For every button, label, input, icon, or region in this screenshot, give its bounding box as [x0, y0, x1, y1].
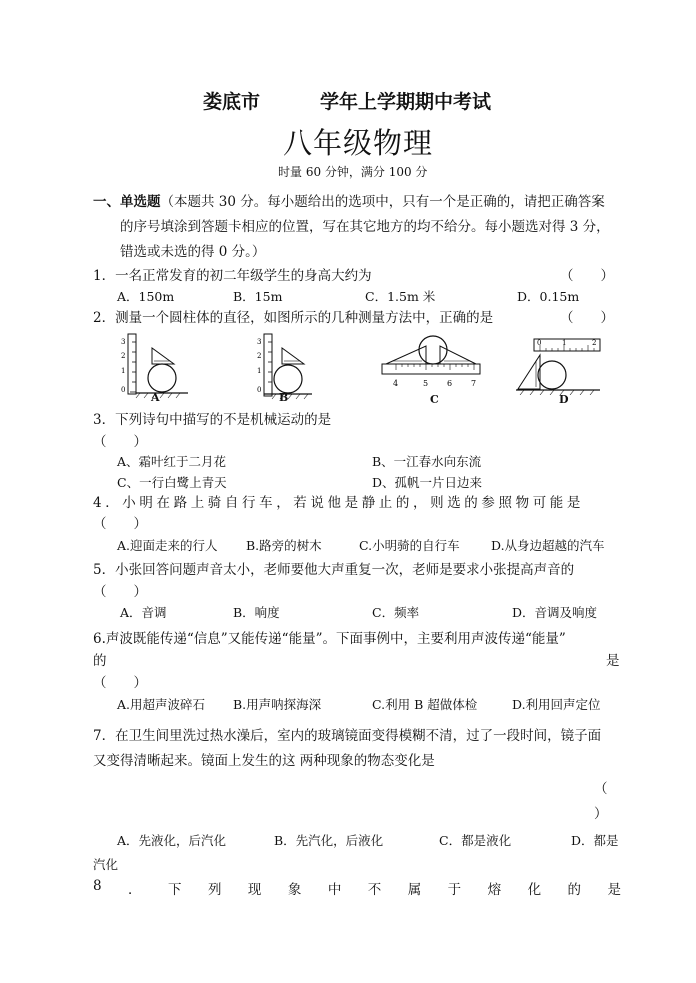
- q4-answer-paren: （ ）: [93, 516, 147, 532]
- section-intro-text: （本题共 30 分。每小题给出的选项中，只有一个是正确的，请把正确答案: [160, 194, 605, 210]
- q3-option-c: C、一行白鹭上青天: [117, 475, 227, 490]
- figure-b-label: B: [279, 391, 289, 404]
- q1-stem: 1．一名正常发育的初二年级学生的身高大约为: [93, 268, 372, 284]
- q3-option-d: D、孤帆一片日边来: [372, 475, 483, 490]
- q5-option-a: A．音调: [120, 605, 167, 620]
- fig-d-tick: 2: [592, 339, 597, 347]
- q4-stem: 4．小明在路上骑自行车，若说他是静止的，则选的参照物可能是: [93, 495, 584, 511]
- q8-char: 中: [327, 882, 342, 898]
- q4-option-b: B.路旁的树木: [246, 538, 322, 553]
- fig-a-tick: 1: [121, 367, 126, 375]
- q4-option-a: A.迎面走来的行人: [117, 538, 218, 553]
- svg-text:1: 1: [257, 367, 262, 375]
- q6-option-c: C.利用 B 超做体检: [372, 697, 478, 712]
- fig-a-tick: 3: [121, 338, 126, 346]
- q1-option-c: C．1.5m 米: [365, 289, 436, 304]
- fig-c-tick: 7: [471, 379, 477, 388]
- q4-option-c: C.小明骑的自行车: [359, 538, 460, 553]
- fig-c-tick: 4: [393, 379, 399, 388]
- q1-option-b: B．15m: [233, 289, 283, 304]
- q8-char: 不: [367, 882, 382, 898]
- q4-option-d: D.从身边超越的汽车: [491, 538, 605, 553]
- q1-answer-paren: （ ）: [560, 268, 614, 284]
- q8-char: 列: [207, 882, 222, 898]
- section-intro-line2: 的序号填涂到答题卡相应的位置，写在其它地方的均不给分。每小题选对得 3 分，: [120, 219, 610, 235]
- q2-answer-paren: （ ）: [560, 310, 614, 326]
- q5-option-d: D．音调及响度: [512, 605, 598, 620]
- svg-text:3: 3: [257, 338, 262, 346]
- figure-c-label: C: [430, 393, 439, 406]
- figure-d-label: D: [559, 393, 569, 406]
- q5-option-c: C．频率: [372, 605, 420, 620]
- q8-stem: [93, 878, 621, 898]
- q8-char: 熔: [487, 882, 502, 898]
- q8-char: 现: [247, 882, 262, 898]
- q7-stem-line1: 7．在卫生间里洗过热水澡后，室内的玻璃镜面变得模糊不清，过了一段时间，镜子面: [93, 728, 602, 744]
- fig-d-tick: 0: [537, 339, 542, 347]
- q1-option-d: D．0.15m: [517, 289, 580, 304]
- fig-a-tick: 0: [121, 386, 126, 394]
- q7-stem-line2: 又变得清晰起来。镜面上发生的这 两种现象的物态变化是: [93, 753, 435, 769]
- q8-char: 于: [447, 882, 462, 898]
- q3-stem: 3．下列诗句中描写的不是机械运动的是: [93, 412, 332, 428]
- section-intro-line1: [93, 190, 605, 210]
- exam-name: 学年上学期期中考试: [320, 91, 492, 113]
- q8-char: 象: [287, 882, 302, 898]
- q6-answer-paren: （ ）: [93, 675, 147, 691]
- q5-stem: 5．小张回答问题声音太小，老师要他大声重复一次，老师是要求小张提高声音的: [93, 562, 575, 578]
- q6-stem-line2b: 是: [606, 653, 620, 669]
- q6-option-d: D.利用回声定位: [512, 697, 601, 712]
- q7-option-c: C．都是液化: [439, 833, 512, 848]
- q8-char: ．: [128, 882, 142, 898]
- figure-c: [378, 330, 484, 394]
- q3-option-a: A、霜叶红于二月花: [117, 454, 227, 469]
- q3-answer-paren: （ ）: [93, 434, 147, 450]
- q3-option-b: B、一江春水向东流: [372, 454, 482, 469]
- fig-c-tick: 6: [447, 379, 453, 388]
- svg-text:2: 2: [257, 352, 262, 360]
- figure-a-label: A: [151, 391, 160, 404]
- q6-stem-line1: 6.声波既能传递“信息”又能传递“能量”。下面事例中，主要利用声波传递“能量”: [93, 631, 566, 647]
- fig-d-tick: 1: [562, 339, 567, 347]
- q7-paren-right: ）: [594, 806, 608, 822]
- svg-text:0: 0: [257, 386, 262, 394]
- section-label: 一、单选题: [93, 194, 161, 210]
- q5-answer-paren: （ ）: [93, 584, 147, 600]
- q7-option-d: D．都是: [571, 833, 619, 848]
- q8-char: 化: [527, 882, 542, 898]
- q5-option-b: B．响度: [233, 605, 280, 620]
- q7-option-b: B．先汽化，后液化: [274, 833, 384, 848]
- q6-option-b: B.用声呐探海深: [233, 697, 322, 712]
- q6-stem-line2a: 的: [93, 653, 107, 669]
- q8-char: 下: [168, 882, 182, 898]
- q8-char: 是: [607, 882, 621, 898]
- fig-a-tick: 2: [121, 352, 126, 360]
- q1-option-a: A．150m: [117, 289, 175, 304]
- q6-option-a: A.用超声波碎石: [117, 697, 206, 712]
- q2-stem: 2．测量一个圆柱体的直径，如图所示的几种测量方法中，正确的是: [93, 310, 494, 326]
- fig-c-tick: 5: [423, 379, 429, 388]
- q7-paren-left: （: [594, 781, 608, 797]
- q8-char: 属: [407, 882, 422, 898]
- page-title: 八年级物理: [283, 126, 434, 160]
- figure-d: [512, 335, 602, 395]
- q8-char: 8: [93, 878, 102, 894]
- exam-info: 时量 60 分钟，满分 100 分: [278, 165, 428, 179]
- city-name: 娄底市: [203, 91, 261, 113]
- q8-char: 的: [567, 882, 582, 898]
- q7-option-a: A．先液化，后汽化: [117, 833, 227, 848]
- section-intro-line3: 错选或未选的得 0 分。）: [120, 244, 266, 260]
- q7-option-d-cont: 汽化: [93, 857, 119, 872]
